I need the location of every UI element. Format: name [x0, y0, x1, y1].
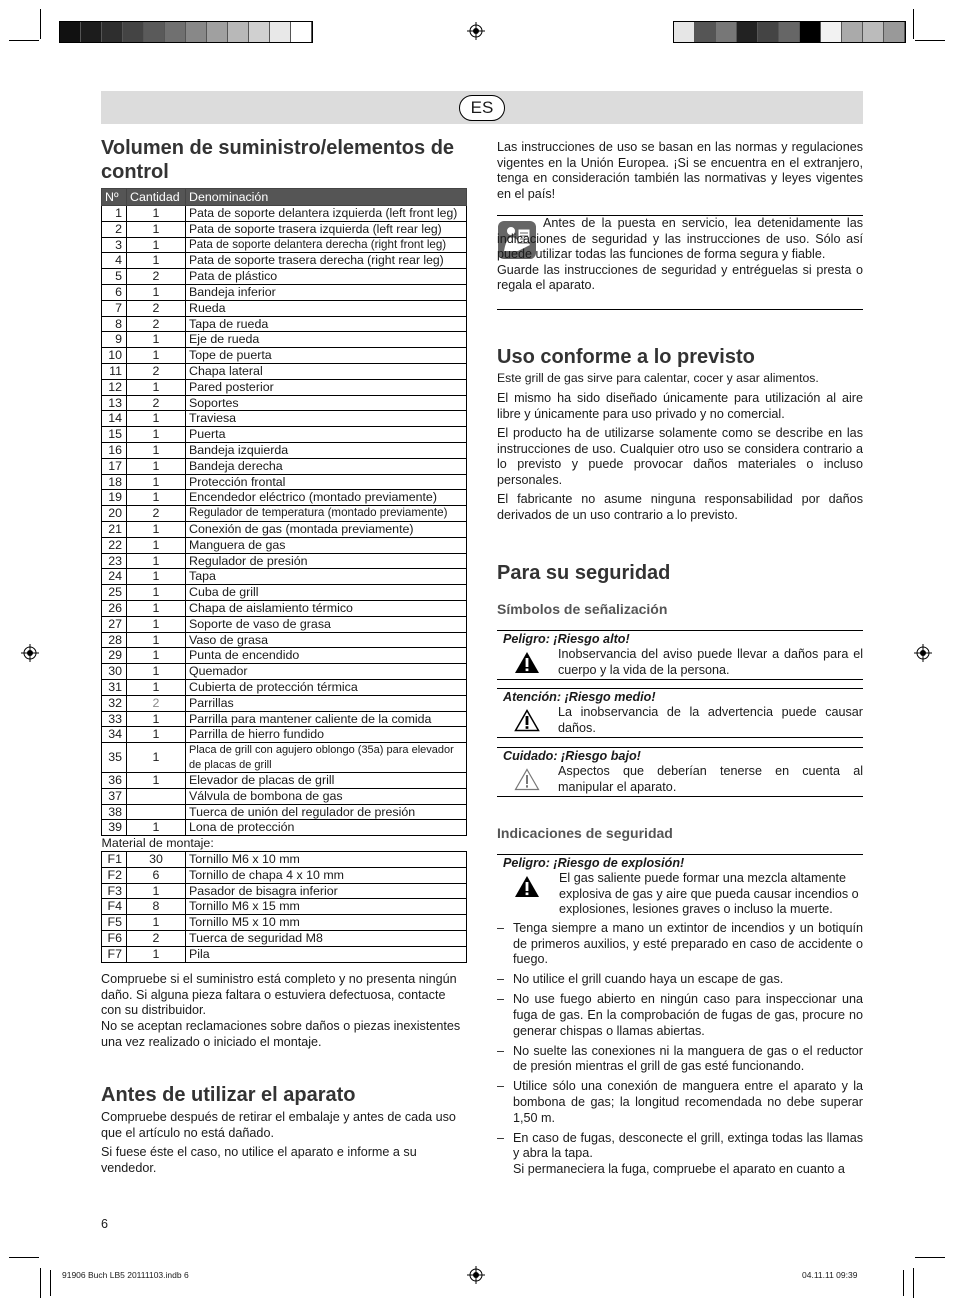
- color-calibration-bar-right: [673, 21, 906, 43]
- column-header-name: Denominación: [186, 189, 467, 206]
- cell-quantity: 1: [127, 711, 186, 727]
- read-instructions-box: [497, 215, 863, 310]
- cell-quantity: 1: [127, 537, 186, 553]
- table-row: [102, 269, 467, 285]
- cell-name: Parrilla de hierro fundido: [186, 727, 467, 743]
- cell-number: 9: [102, 332, 127, 348]
- cell-quantity: 1: [127, 773, 186, 789]
- cell-name: Puerta: [186, 427, 467, 443]
- cell-quantity: 1: [127, 915, 186, 931]
- cell-number: F7: [102, 946, 127, 962]
- table-header-row: [102, 189, 467, 206]
- cell-number: 25: [102, 585, 127, 601]
- section-title-supply: Volumen de suministro/elementos de control: [101, 137, 455, 183]
- cell-number: F5: [102, 915, 127, 931]
- table-row: [102, 867, 467, 883]
- footer-date: 04.11.11 09:39: [802, 1270, 858, 1280]
- cell-quantity: 2: [127, 363, 186, 379]
- cell-number: 30: [102, 664, 127, 680]
- cell-name: Regulador de temperatura (montado previamente): [186, 506, 467, 522]
- table-row: [102, 221, 467, 237]
- use-paragraph-3: El producto ha de utilizarse solamente como se describe en las instrucciones de uso. Cualquier otro uso se considera contrario a lo previsto y puede provocar daños materiales o incluso personales.: [497, 426, 863, 487]
- cell-number: 33: [102, 711, 127, 727]
- attention-text: La inobservancia de la advertencia puede causar daños.: [558, 705, 863, 735]
- table-row: [102, 804, 467, 820]
- cell-name: Pata de soporte trasera derecha (right rear leg): [186, 253, 467, 269]
- table-row: [102, 946, 467, 962]
- table-row: [102, 899, 467, 915]
- table-row: [102, 411, 467, 427]
- cell-number: 15: [102, 427, 127, 443]
- cell-number: 7: [102, 300, 127, 316]
- crop-mark: [913, 1268, 914, 1298]
- mount-material-row: [102, 836, 467, 852]
- cell-name: Regulador de presión: [186, 553, 467, 569]
- cell-name: Chapa de aislamiento térmico: [186, 600, 467, 616]
- cell-number: 35: [102, 743, 127, 773]
- cell-number: 17: [102, 458, 127, 474]
- cell-quantity: [127, 804, 186, 820]
- cell-name: Punta de encendido: [186, 648, 467, 664]
- cell-quantity: 2: [127, 269, 186, 285]
- caution-warning-icon: [514, 768, 540, 791]
- cell-number: 39: [102, 820, 127, 836]
- cell-name: Conexión de gas (montada previamente): [186, 521, 467, 537]
- table-row: [102, 727, 467, 743]
- page-number: 6: [101, 1217, 109, 1231]
- table-row: [102, 379, 467, 395]
- table-row: [102, 931, 467, 947]
- parts-table: [101, 188, 467, 963]
- cell-number: 28: [102, 632, 127, 648]
- table-row: [102, 553, 467, 569]
- table-row: [102, 348, 467, 364]
- table-row: [102, 284, 467, 300]
- cell-quantity: 1: [127, 442, 186, 458]
- cell-quantity: 2: [127, 300, 186, 316]
- use-paragraph-4: El fabricante no asume ninguna responsabilidad por daños derivados de un uso contrario a lo previsto.: [497, 492, 863, 522]
- section-title-safety: Para su seguridad: [497, 562, 671, 584]
- table-row: [102, 442, 467, 458]
- cell-name: Válvula de bombona de gas: [186, 788, 467, 804]
- danger-signal-box: [497, 630, 863, 680]
- table-row: [102, 427, 467, 443]
- crop-mark: [903, 1270, 904, 1296]
- cell-name: Pared posterior: [186, 379, 467, 395]
- cell-number: 6: [102, 284, 127, 300]
- cell-name: Pata de plástico: [186, 269, 467, 285]
- crop-mark: [40, 9, 41, 39]
- cell-name: Tornillo de chapa 4 x 10 mm: [186, 867, 467, 883]
- cell-number: 38: [102, 804, 127, 820]
- cell-number: 27: [102, 616, 127, 632]
- cell-quantity: 1: [127, 490, 186, 506]
- cell-name: Vaso de grasa: [186, 632, 467, 648]
- table-row: [102, 788, 467, 804]
- cell-quantity: 1: [127, 237, 186, 253]
- cell-number: 3: [102, 237, 127, 253]
- cell-number: 21: [102, 521, 127, 537]
- crop-mark: [913, 9, 914, 39]
- cell-name: Tornillo M5 x 10 mm: [186, 915, 467, 931]
- cell-number: 20: [102, 506, 127, 522]
- cell-number: F1: [102, 852, 127, 868]
- crop-mark: [9, 1257, 39, 1258]
- cell-quantity: 1: [127, 648, 186, 664]
- registration-mark-icon: [467, 22, 485, 40]
- cell-quantity: 1: [127, 521, 186, 537]
- cell-quantity: 1: [127, 474, 186, 490]
- intro-text: Las instrucciones de uso se basan en las normas y regulaciones vigentes en la Unión Europea. ¡Si se encuentra en el extranjero, tenga en consideración también las normativas y leyes vigentes en el país!: [497, 140, 863, 201]
- table-row: [102, 632, 467, 648]
- cell-quantity: 1: [127, 553, 186, 569]
- safety-bullet-list: [497, 921, 863, 1177]
- supply-check-text: Compruebe si el suministro está completo y no presenta ningún daño. Si alguna pieza faltara o estuviera defectuosa, contacte con su distribuidor.: [101, 972, 457, 1018]
- list-item: – No utilice el grill cuando haya un escape de gas.: [497, 972, 784, 987]
- table-row: [102, 648, 467, 664]
- cell-number: 14: [102, 411, 127, 427]
- cell-number: 19: [102, 490, 127, 506]
- cell-name: Parrillas: [186, 695, 467, 711]
- table-row: [102, 695, 467, 711]
- table-row: [102, 237, 467, 253]
- danger-warning-icon: [514, 651, 540, 674]
- cell-quantity: 8: [127, 899, 186, 915]
- list-item: – En caso de fugas, desconecte el grill, extinga todas las llamas y abra la tapa.: [497, 1130, 863, 1161]
- list-item: – No use fuego abierto en ningún caso para inspeccionar una fuga de gas. En la comprobación de fugas de gas, procure no generar chispas o llamas abiertas.: [497, 992, 863, 1038]
- table-row: [102, 490, 467, 506]
- cell-name: Pasador de bisagra inferior: [186, 883, 467, 899]
- cell-number: 34: [102, 727, 127, 743]
- cell-name: Placa de grill con agujero oblongo (35a) para elevador de placas de grill: [186, 743, 467, 773]
- list-item-continuation: Si permaneciera la fuga, compruebe el aparato en cuanto a: [513, 1161, 845, 1176]
- cell-name: Traviesa: [186, 411, 467, 427]
- table-row: [102, 332, 467, 348]
- cell-quantity: 1: [127, 411, 186, 427]
- cell-quantity: 1: [127, 221, 186, 237]
- cell-name: Bandeja derecha: [186, 458, 467, 474]
- explosion-text: El gas saliente puede formar una mezcla altamente explosiva de gas y aire que pueda causar incendios o explosiones, lesiones graves o incluso la muerte.: [559, 871, 859, 917]
- parts-table-body: [102, 206, 467, 963]
- table-row: [102, 711, 467, 727]
- cell-quantity: 1: [127, 632, 186, 648]
- section-title-before-use: Antes de utilizar el aparato: [101, 1084, 356, 1106]
- cell-number: 1: [102, 206, 127, 222]
- column-header-quantity: Cantidad: [127, 189, 186, 206]
- crop-mark: [40, 1268, 41, 1298]
- cell-name: Manguera de gas: [186, 537, 467, 553]
- table-row: [102, 206, 467, 222]
- cell-name: Bandeja inferior: [186, 284, 467, 300]
- section-title-intended-use: Uso conforme a lo previsto: [497, 346, 755, 368]
- cell-name: Protección frontal: [186, 474, 467, 490]
- crop-mark: [50, 1270, 51, 1296]
- table-row: [102, 679, 467, 695]
- table-row: [102, 474, 467, 490]
- cell-number: 29: [102, 648, 127, 664]
- claims-text: No se aceptan reclamaciones sobre daños o piezas inexistentes una vez realizado o iniciado el montaje.: [101, 1019, 461, 1049]
- cell-quantity: 1: [127, 664, 186, 680]
- attention-label: Atención: ¡Riesgo medio!: [503, 690, 656, 704]
- cell-name: Lona de protección: [186, 820, 467, 836]
- cell-quantity: 1: [127, 616, 186, 632]
- cell-number: F4: [102, 899, 127, 915]
- table-row: [102, 521, 467, 537]
- registration-mark-icon: [914, 644, 932, 662]
- danger-text: Inobservancia del aviso puede llevar a daños para el cuerpo y la vida de la persona.: [558, 647, 863, 677]
- cell-name: Cubierta de protección térmica: [186, 679, 467, 695]
- mount-material-label: Material de montaje:: [101, 836, 214, 851]
- cell-number: 5: [102, 269, 127, 285]
- cell-quantity: 1: [127, 458, 186, 474]
- cell-number: 10: [102, 348, 127, 364]
- cell-number: 23: [102, 553, 127, 569]
- cell-name: Pila: [186, 946, 467, 962]
- use-paragraph-2: El mismo ha sido diseñado únicamente para utilización al aire libre y únicamente para uso privado y no comercial.: [497, 391, 863, 421]
- cell-name: Pata de soporte delantera derecha (right front leg): [186, 237, 467, 253]
- cell-name: Pata de soporte trasera izquierda (left rear leg): [186, 221, 467, 237]
- table-row: [102, 883, 467, 899]
- cell-quantity: 1: [127, 253, 186, 269]
- caution-text: Aspectos que deberían tenerse en cuenta al manipular el aparato.: [558, 764, 863, 794]
- list-item: – Tenga siempre a mano un extintor de incendios y un botiquín de primeros auxilios, y esté preparado en caso de accidente o fuego.: [497, 921, 863, 967]
- cell-quantity: 2: [127, 316, 186, 332]
- footer-file-info: 91906 Buch LB5 20111103.indb 6: [62, 1270, 189, 1280]
- crop-mark: [915, 1257, 945, 1258]
- cell-name: Cuba de grill: [186, 585, 467, 601]
- cell-number: F3: [102, 883, 127, 899]
- cell-number: 12: [102, 379, 127, 395]
- before-use-paragraph-2: Si fuese éste el caso, no utilice el aparato e informe a su vendedor.: [101, 1145, 417, 1175]
- registration-mark-icon: [467, 1266, 485, 1284]
- cell-name: Eje de rueda: [186, 332, 467, 348]
- table-row: [102, 585, 467, 601]
- table-row: [102, 743, 467, 773]
- cell-name: Bandeja izquierda: [186, 442, 467, 458]
- cell-number: 24: [102, 569, 127, 585]
- table-row: [102, 664, 467, 680]
- cell-number: F6: [102, 931, 127, 947]
- cell-number: 2: [102, 221, 127, 237]
- crop-mark: [915, 40, 945, 41]
- table-row: [102, 852, 467, 868]
- cell-name: Parrilla para mantener caliente de la comida: [186, 711, 467, 727]
- cell-quantity: 1: [127, 569, 186, 585]
- explosion-label: Peligro: ¡Riesgo de explosión!: [503, 856, 685, 870]
- cell-name: Soportes: [186, 395, 467, 411]
- cell-name: Pata de soporte delantera izquierda (left front leg): [186, 206, 467, 222]
- cell-quantity: 1: [127, 820, 186, 836]
- attention-warning-icon: [514, 709, 540, 732]
- table-row: [102, 506, 467, 522]
- registration-mark-icon: [21, 644, 39, 662]
- cell-name: Quemador: [186, 664, 467, 680]
- table-row: [102, 253, 467, 269]
- table-row: [102, 600, 467, 616]
- attention-signal-box: [497, 688, 863, 738]
- cell-quantity: 1: [127, 206, 186, 222]
- cell-name: Tuerca de unión del regulador de presión: [186, 804, 467, 820]
- cell-quantity: 2: [127, 931, 186, 947]
- cell-quantity: 2: [127, 395, 186, 411]
- cell-number: 22: [102, 537, 127, 553]
- table-row: [102, 300, 467, 316]
- hint-text: Antes de la puesta en servicio, lea detenidamente las indicaciones de seguridad y las instrucciones de uso. Sólo así puede utilizar todas las funciones de forma segura y fiable.: [497, 216, 863, 262]
- cell-number: 18: [102, 474, 127, 490]
- cell-quantity: 1: [127, 585, 186, 601]
- list-item: – No suelte las conexiones ni la manguera de gas o el reductor de presión mientras el grill de gas esté funcionando.: [497, 1043, 863, 1074]
- cell-quantity: 2: [127, 695, 186, 711]
- table-row: [102, 820, 467, 836]
- cell-number: 31: [102, 679, 127, 695]
- safety-indications-subtitle: Indicaciones de seguridad: [497, 825, 673, 841]
- explosion-warning: [497, 854, 863, 919]
- cell-number: 37: [102, 788, 127, 804]
- cell-quantity: [127, 788, 186, 804]
- cell-quantity: 1: [127, 600, 186, 616]
- symbols-subtitle: Símbolos de señalización: [497, 601, 668, 617]
- table-row: [102, 569, 467, 585]
- table-row: [102, 458, 467, 474]
- crop-mark: [9, 40, 39, 41]
- caution-label: Cuidado: ¡Riesgo bajo!: [503, 749, 641, 763]
- cell-name: Encendedor eléctrico (montado previamente): [186, 490, 467, 506]
- cell-name: Tapa de rueda: [186, 316, 467, 332]
- cell-quantity: 1: [127, 743, 186, 773]
- cell-number: 13: [102, 395, 127, 411]
- column-header-number: Nº: [102, 189, 127, 206]
- cell-name: Tope de puerta: [186, 348, 467, 364]
- danger-label: Peligro: ¡Riesgo alto!: [503, 632, 630, 646]
- cell-number: 8: [102, 316, 127, 332]
- table-row: [102, 395, 467, 411]
- language-badge: ES: [459, 95, 505, 121]
- cell-name: Chapa lateral: [186, 363, 467, 379]
- table-row: [102, 616, 467, 632]
- before-use-paragraph-1: Compruebe después de retirar el embalaje y antes de cada uso que el artículo no está dañado.: [101, 1110, 456, 1140]
- caution-signal-box: [497, 747, 863, 797]
- cell-quantity: 2: [127, 506, 186, 522]
- cell-name: Tornillo M6 x 10 mm: [186, 852, 467, 868]
- cell-quantity: 1: [127, 946, 186, 962]
- hint-text-keep: Guarde las instrucciones de seguridad y entréguelas si presta o regala el aparato.: [497, 262, 863, 293]
- cell-number: 32: [102, 695, 127, 711]
- table-row: [102, 363, 467, 379]
- cell-number: F2: [102, 867, 127, 883]
- table-row: [102, 316, 467, 332]
- cell-name: Soporte de vaso de grasa: [186, 616, 467, 632]
- cell-quantity: 6: [127, 867, 186, 883]
- cell-number: 26: [102, 600, 127, 616]
- cell-quantity: 1: [127, 379, 186, 395]
- cell-name: Elevador de placas de grill: [186, 773, 467, 789]
- cell-number: 36: [102, 773, 127, 789]
- cell-name: Tuerca de seguridad M8: [186, 931, 467, 947]
- color-calibration-bar-left: [59, 21, 313, 43]
- cell-number: 11: [102, 363, 127, 379]
- cell-quantity: 1: [127, 427, 186, 443]
- table-row: [102, 537, 467, 553]
- use-paragraph-1: Este grill de gas sirve para calentar, cocer y asar alimentos.: [497, 371, 819, 385]
- cell-quantity: 1: [127, 348, 186, 364]
- cell-quantity: 1: [127, 284, 186, 300]
- table-row: [102, 773, 467, 789]
- cell-quantity: 1: [127, 332, 186, 348]
- cell-quantity: 1: [127, 679, 186, 695]
- cell-number: 4: [102, 253, 127, 269]
- cell-quantity: 1: [127, 883, 186, 899]
- list-item: – Utilice sólo una conexión de manguera entre el aparato y la bombona de gas; la longitud recomendada no debe superar 1,50 m.: [497, 1079, 863, 1125]
- cell-name: Tornillo M6 x 15 mm: [186, 899, 467, 915]
- table-row: [102, 915, 467, 931]
- cell-quantity: 30: [127, 852, 186, 868]
- cell-name: Rueda: [186, 300, 467, 316]
- cell-name: Tapa: [186, 569, 467, 585]
- cell-quantity: 1: [127, 727, 186, 743]
- cell-number: 16: [102, 442, 127, 458]
